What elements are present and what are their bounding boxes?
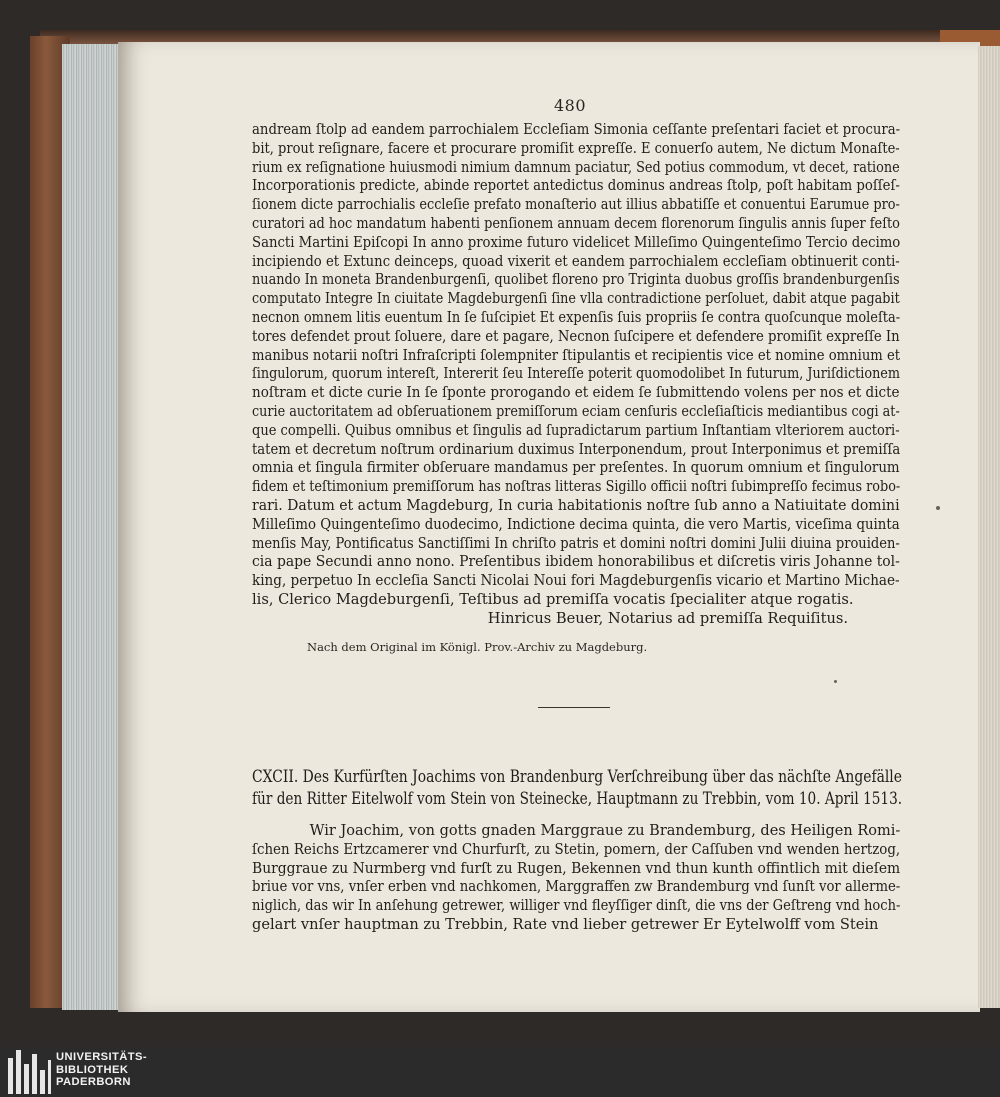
- document-paragraph-2: [252, 822, 900, 935]
- text-line: ſingulorum, quorum intereſt, Intererit ſeu Intereſſe poterit quomodolibet In futurum, Juriſdictionem: [252, 365, 901, 383]
- document-heading: [252, 766, 902, 810]
- text-line: lis, Clerico Magdeburgenſi, Teſtibus ad premiſſa vocatis ſpecialiter atque rogatis.: [252, 590, 854, 608]
- text-line: manibus notarii noſtri Infraſcripti ſolempniter ſtipulantis et recipientis vice et nomine omnium et: [252, 346, 901, 364]
- text-line: rari. Datum et actum Magdeburg, In curia habitationis noſtre ſub anno a Natiuitate domini: [252, 496, 900, 514]
- page-number: 480: [553, 96, 587, 115]
- text-line: omnia et ſingula firmiter obſeruare mandamus per preſentes. In quorum omnium et ſingulorum: [252, 459, 900, 477]
- text-line: incipiendo et Extunc deinceps, quoad vixerit et eandem parrochialem eccleſiam obtinuerit conti-: [252, 252, 900, 270]
- paper-speck: [834, 680, 837, 683]
- text-line: fidem et teſtimonium premiſſorum has noſtras litteras Sigillo officii noſtri ſubimpreſſo fecimus robo-: [252, 478, 901, 496]
- text-line: gelart vnſer hauptman zu Trebbin, Rate vnd lieber getrewer Er Eytelwolff vom Stein: [252, 915, 879, 933]
- archive-source-note: Nach dem Original im Königl. Prov.-Archiv zu Magdeburg.: [307, 640, 648, 654]
- text-line: ſchen Reichs Ertzcamerer vnd Churfurſt, zu Stetin, pomern, der Caſſuben vnd wenden hertzog,: [252, 840, 901, 858]
- text-line: tatem et decretum noſtrum ordinarium duximus Interponendum, prout Interponimus et premiſſa: [252, 440, 901, 458]
- heading-line-1: CXCII. Des Kurfürſten Joachims von Brandenburg Verſchreibung über das nächſte Angefälle: [252, 767, 902, 787]
- text-line: bit, prout reſignare, facere et procurare promiſit expreſſe. E conuerſo autem, Ne dictum Monaſte-: [252, 139, 900, 157]
- notary-signature-line: [252, 610, 900, 629]
- text-line: computato Integre In ciuitate Magdeburgenſi ſine vlla contradictione perſoluet, dabit atque pagabit: [252, 290, 900, 308]
- text-line: necnon omnem litis euentum In ſe ſuſcipiet Et expenſis ſuis propriis ſe contra quoſcunque moleſta-: [252, 308, 901, 326]
- library-footer-bar: [0, 1047, 1000, 1097]
- text-line: Burggraue zu Nurmberg vnd furſt zu Rugen, Bekennen vnd thun kunth offintlich mit dieſem: [252, 859, 901, 877]
- text-line: menſis May, Pontificatus Sanctiſſimi In chriſto patris et domini noſtri domini Julii diuina prouiden-: [252, 534, 900, 552]
- text-line: nuando In moneta Brandenburgenſi, quolibet floreno pro Triginta duobus groſſis brandenburgenſis: [252, 271, 900, 289]
- logo-line-3: PADERBORN: [56, 1076, 131, 1089]
- text-line: curatori ad hoc mandatum habenti penſionem annuam decem florenorum ſingulis annis ſuper feſto: [252, 214, 900, 232]
- section-divider: [538, 707, 610, 708]
- library-logo-text: [56, 1051, 147, 1089]
- signature-text: Hinricus Beuer, Notarius ad premiſſa Requiſitus.: [487, 610, 848, 627]
- text-line: tores defendet prout ſoluere, dare et pagare, Necnon ſuſcipere et defendere promiſit expreſſe In: [252, 327, 900, 345]
- paper-speck: [936, 506, 940, 510]
- document-paragraph-1: [252, 121, 900, 610]
- text-line: que compelli. Quibus omnibus et ſingulis ad ſupradictarum partium Inſtantiam vlteriorem auctori-: [252, 421, 900, 439]
- text-line: Wir Joachim, von gotts gnaden Marggraue zu Brandemburg, des Heiligen Romi-: [309, 822, 901, 839]
- text-line: Milleſimo Quingenteſimo duodecimo, Indictione decima quinta, die vero Martis, viceſima quinta: [252, 515, 900, 533]
- text-line: rium ex reſignatione huiusmodi nimium damnum paciatur, Sed potius commodum, vt decet, ratione: [252, 158, 900, 176]
- text-line: andream ſtolp ad eandem parrochialem Eccleſiam Simonia ceſſante preſentari faciet et procura-: [252, 121, 901, 138]
- text-line: niglich, das wir In anſehung getrewer, williger vnd fleyſſiger dinſt, die vns der Geſtreng vnd hoch-: [252, 897, 901, 915]
- text-line: cia pape Secundi anno nono. Preſentibus ibidem honorabilibus et diſcretis viris Johanne tol-: [252, 553, 900, 571]
- text-line: Incorporationis predicte, abinde reportet antedictus dominus andreas ſtolp, poſt habitam poſſeſ-: [252, 177, 900, 195]
- text-line: ſionem dicte parrochialis eccleſie prefato monaſterio aut illius abbatiſſe et conuentui Earumue pro-: [252, 196, 900, 214]
- text-line: curie auctoritatem ad obſeruationem premiſſorum eciam cenſuris eccleſiaſticis mediantibus cogi at-: [252, 402, 900, 420]
- heading-line-2: für den Ritter Eitelwolf vom Stein von Steinecke, Hauptmann zu Trebbin, vom 10. April 1513.: [252, 789, 903, 809]
- text-line: noſtram et dicte curie In ſe ſponte prorogando et eidem ſe ſubmittendo volens per nos et dicte: [252, 384, 900, 402]
- page-edges-left: [62, 44, 118, 1010]
- page-edges-right: [978, 46, 1000, 1008]
- logo-line-1: UNIVERSITÄTS-: [56, 1051, 147, 1063]
- text-line: Sancti Martini Epiſcopi In anno proxime futuro videlicet Milleſimo Quingenteſimo Tercio decimo: [252, 233, 901, 251]
- text-line: king, perpetuo In eccleſia Sancti Nicolai Noui fori Magdeburgenſis vicario et Martino Michae-: [252, 572, 900, 590]
- text-line: briue vor vns, vnſer erben vnd nachkomen, Marggraffen zw Brandemburg vnd ſunſt vor allerme-: [252, 878, 901, 896]
- logo-line-2: BIBLIOTHEK: [56, 1063, 129, 1076]
- university-library-logo-icon: [8, 1050, 52, 1094]
